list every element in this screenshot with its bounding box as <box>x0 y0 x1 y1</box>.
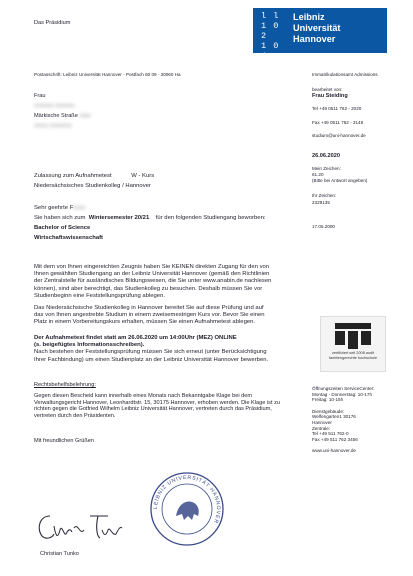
your-ref-date: 17.05.2000 <box>312 224 335 229</box>
legal-text: Gegen diesen Bescheid kann innerhalb eines Monats nach Bekanntgabe Klage bei dem Verwaltungsgericht Hannover, Leonhardtstr. 15, 30175 Hannover, erhoben werden. Die Klage ist zu richten gegen die Gotfried Wilhelm Leibniz Universität Hannover, vertreten durch das Präsidium, vertreten durch den Präsidenten. <box>34 393 280 420</box>
recipient-street: Märkische Straße xxxx <box>34 113 91 119</box>
logo-text: Leibniz Universität Hannover <box>293 12 341 44</box>
greeting: Sehr geehrte Fxxxx <box>34 205 86 211</box>
university-logo <box>253 8 387 61</box>
office-label: Das Präsidium <box>34 20 71 26</box>
program-2: Wirtschaftswissenschaft <box>34 235 104 241</box>
subject-line-2: Niedersächsisches Studienkolleg / Hannover <box>34 183 151 189</box>
hours-2: Freitag: 10-15h <box>312 397 344 403</box>
your-ref-label: Ihr Zeichen: <box>312 193 337 198</box>
central-label: Zentrale: <box>312 425 331 431</box>
letter-date: 26.06.2020 <box>312 153 340 159</box>
central-tel: Tel +49 511 762-0 <box>312 431 349 437</box>
intro-line: Sie haben sich zum Wintersemester 20/21 für den folgenden Studiengang beworben: <box>34 215 266 221</box>
central-fax: Fax +49 511 762 3456 <box>312 436 358 442</box>
department-label: Immatrikulationsamt Admissions <box>312 72 378 77</box>
recipient-name-redacted: xxxxxxx xxxxxxx <box>34 103 75 109</box>
my-ref-note: (Bitte bei Antwort angeben) <box>312 178 368 183</box>
address-1: Welfengarten1 30176 <box>312 414 356 420</box>
handwritten-signature <box>34 508 134 548</box>
sidebar-fax: Fax +49 0511 762 - 3148 <box>312 120 364 125</box>
horse-emblem-icon <box>176 502 199 520</box>
subject-line-1: Zulassung zum Aufnahmetest W - Kurs <box>34 173 155 179</box>
family-audit-badge: zertifiziert seit 2008 audit familiengerechte hochschule <box>320 316 386 372</box>
my-ref: 61.20 <box>312 172 324 177</box>
my-ref-label: Mein Zeichen: <box>312 166 341 171</box>
exam-details: Der Aufnahmetest findet statt am 26.06.2020 um 14:00Uhr (MEZ) ONLINE (s. beigefügtes Informationsschreiben). Nach bestehen der Feststellungsprüfung müssen Sie sich erneut (unter Berücksichtigung Ihrer Fachbindung) um einen Studienplatz an der Leibniz Universität Hannover bewerben. <box>34 335 269 363</box>
website: www.uni-hannover.de <box>312 448 356 454</box>
processed-by: Frau Steiding <box>312 93 348 99</box>
legal-heading: Rechtsbehelfsbelehrung: <box>34 382 96 388</box>
signature-name: Christian Tunko <box>40 551 79 557</box>
processed-by-label: bearbeitet von: <box>312 87 343 92</box>
sidebar-email: studium@uni-hannover.de <box>312 133 366 138</box>
recipient-salutation: Frau <box>34 93 46 99</box>
contact-block <box>312 386 374 454</box>
recipient-city-redacted: xxxxx xxxxxxxx <box>34 123 72 129</box>
program-1: Bachelor of Science <box>34 225 91 231</box>
postal-line: Postanschrift: Leibniz Universität Hannover · Postfach 60 09 · 30060 Ha <box>34 72 181 77</box>
seal-text: LEIBNIZ UNIVERSITÄT HANNOVER <box>152 474 222 525</box>
sidebar-tel: Tel +49 0511 762 - 2020 <box>312 106 362 111</box>
hours-label: Öffnungszeiten ServiceCenter: <box>312 386 375 391</box>
address-2: Hannover <box>312 419 332 425</box>
audit-logo-icon <box>321 317 385 351</box>
your-ref: 2329135 <box>312 200 330 205</box>
university-seal <box>148 470 226 548</box>
paragraph-studienkolleg: Das Niedersächsische Studienkolleg in Hannover bereitet Sie auf diese Prüfung und auf das von Ihnen angestrebte Studium in einem zweisemestrigen Kurs vor. Bevor Sie einen Platz in einem Vorbereitungskurs erhalten, müssen Sie einen Aufnahmetest ablegen. <box>34 305 265 326</box>
paragraph-eligibility: Mit dem von Ihnen eingereichten Zeugnis haben Sie KEINEN direkten Zugang für den von Ihnen gewählten Studiengang an der Leibniz Universität Hannover (gemäß den Richtlinien der Zentralstelle für ausländisches Bildungswesen, die Sie unter www.anabin.de nachlesen können), sind aber berechtigt, das Studienkolleg zu besuchen. Deshalb müssen Sie vor Studienbeginn eine Feststellungsprüfung ablegen. <box>34 264 272 299</box>
closing: Mit freundlichen Grüßen <box>34 438 95 444</box>
building-label: Dienstgebäude: <box>312 408 345 414</box>
hours-1: Montag - Donnerstag: 10-17h <box>312 391 373 397</box>
logo-mark-icon: l l 1 0 2 1 0 4 <box>261 11 280 61</box>
